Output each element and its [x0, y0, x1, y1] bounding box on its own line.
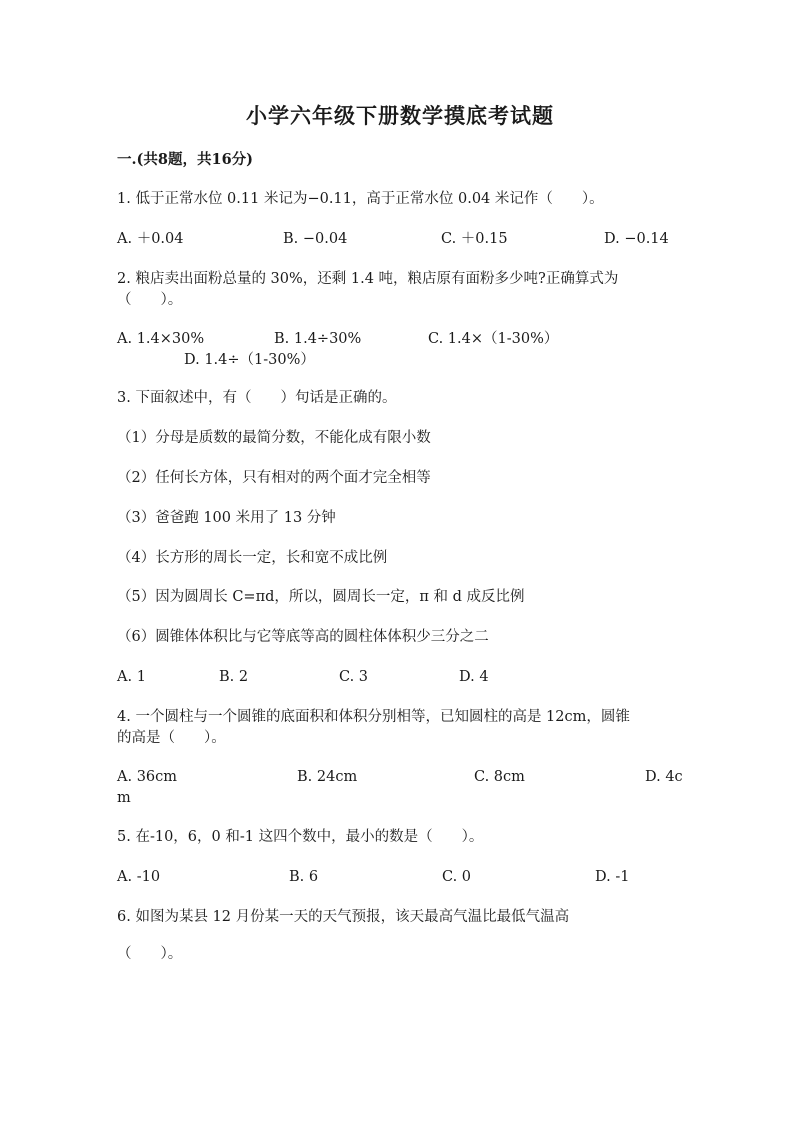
question-5-stem: 5. 在-10，6，0 和-1 这四个数中，最小的数是（ ）。: [117, 829, 484, 845]
q5-option-d: D. -1: [595, 869, 630, 885]
question-2-stem-line2: （ ）。: [117, 292, 183, 308]
q3-option-d: D. 4: [459, 669, 489, 685]
q4-option-c: C. 8cm: [474, 769, 525, 785]
q4-option-d: D. 4c: [645, 769, 683, 785]
q2-option-d: D. 1.4÷（1-30%）: [184, 352, 315, 368]
q3-statement-6: （6）圆锥体体积比与它等底等高的圆柱体体积少三分之二: [117, 629, 489, 645]
q3-option-c: C. 3: [339, 669, 369, 685]
question-6-stem-line2: （ ）。: [117, 946, 183, 962]
q1-option-b: B. −0.04: [283, 231, 348, 247]
q3-statement-4: （4）长方形的周长一定，长和宽不成比例: [117, 550, 388, 566]
question-4-stem-line1: 4. 一个圆柱与一个圆锥的底面积和体积分别相等，已知圆柱的高是 12cm，圆锥: [117, 709, 630, 725]
q2-option-a: A. 1.4×30%: [117, 331, 205, 347]
q1-option-c: C. ＋0.15: [441, 231, 508, 247]
q3-statement-5: （5）因为圆周长 C=πd，所以，圆周长一定，π 和 d 成反比例: [117, 589, 525, 605]
question-6-stem-line1: 6. 如图为某县 12 月份某一天的天气预报，该天最高气温比最低气温高: [117, 909, 570, 925]
question-3-stem: 3. 下面叙述中，有（ ）句话是正确的。: [117, 390, 397, 406]
q4-option-a: A. 36cm: [117, 769, 178, 785]
q1-option-d: D. −0.14: [604, 231, 669, 247]
q3-statement-3: （3）爸爸跑 100 米用了 13 分钟: [117, 510, 336, 526]
q4-option-b: B. 24cm: [297, 769, 358, 785]
question-4-stem-line2: 的高是（ ）。: [117, 730, 226, 746]
q2-option-c: C. 1.4×（1-30%）: [428, 331, 559, 347]
q3-statement-2: （2）任何长方体，只有相对的两个面才完全相等: [117, 470, 431, 486]
q2-option-b: B. 1.4÷30%: [274, 331, 362, 347]
page-title: 小学六年级下册数学摸底考试题: [246, 103, 554, 128]
question-1-stem: 1. 低于正常水位 0.11 米记为−0.11，高于正常水位 0.04 米记作（ ）。: [117, 191, 604, 207]
q5-option-a: A. -10: [117, 869, 161, 885]
q3-option-a: A. 1: [117, 669, 146, 685]
section-heading: 一.(共8题，共16分): [117, 151, 254, 168]
q5-option-c: C. 0: [442, 869, 472, 885]
q3-statement-1: （1）分母是质数的最简分数，不能化成有限小数: [117, 430, 431, 446]
q5-option-b: B. 6: [289, 869, 319, 885]
q1-option-a: A. ＋0.04: [117, 231, 184, 247]
question-2-stem-line1: 2. 粮店卖出面粉总量的 30%，还剩 1.4 吨，粮店原有面粉多少吨?正确算式为: [117, 271, 619, 287]
q3-option-b: B. 2: [219, 669, 249, 685]
q4-option-d-wrap: m: [117, 790, 131, 806]
